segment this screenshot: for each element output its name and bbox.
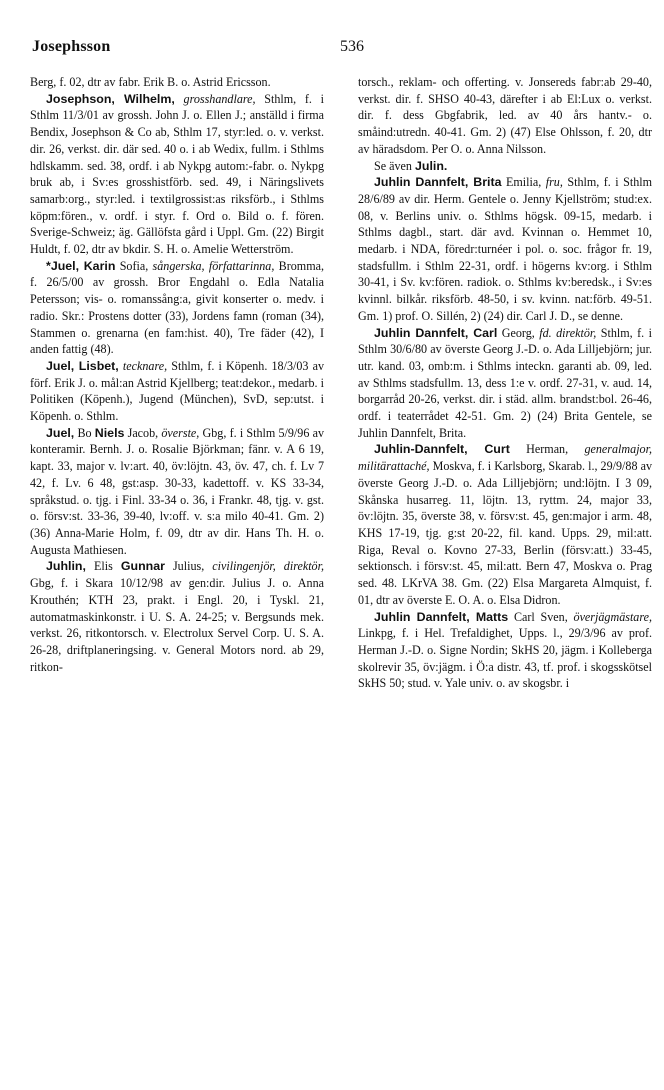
entry-text: Bromma, f. 26/5/00 av grossh. Bror Engdahl o. Edla Natalia Petersson; vis- o. romanssång:a, givit konserter o. medv. i radio. Skr.: Prostens dotter (33), Jordens famn (roman (34), Stammen o. grenarna (en fam:hist. 40), Tre fäder (42), I anden fattig (48). [30,258,324,357]
entry-occupation: överste, [161,425,200,440]
entry-josephson-wilhelm [30,91,324,258]
dictionary-page [30,30,653,1070]
entry-given-names: Sofia, [119,258,149,273]
entry-juhlin-dannfelt-brita [358,174,652,324]
entry-text: Linkpg, f. i Hel. Trefaldighet, Upps. l., 29/3/96 av prof. Herman J.-D. o. Signe Nordin; SkHS 20, jägm. i Kolleberga skolrevir 35, öv:jägm. i Ö:a distr. 43, tf. prof. i skogsskötsel SkHS 50; stud. v. Yale univ. o. av skogsbr. i [358,626,652,691]
entry-headword: Juhlin Dannfelt, Brita [374,175,502,190]
entry-given-names: Emilia, [505,175,542,190]
entry-juel-bo-niels [30,425,324,559]
entry-occupation: fru, [545,175,563,190]
see-also-target: Julin. [414,158,448,173]
entry-headword: *Juel, Karin [46,258,116,273]
entry-text: Sthlm, f. i Sthlm 30/6/80 av överste Georg J.-D. o. Ada Lilljebjörn; jur. utr. kand. 03, omb:m. i Sthlms inteckn. garanti ab. 09, led. av Sthlms stadsfullm. 13, dess 1:e v. ordf. 27-31, v. aud. 14, borgarråd 20-26, verkst. dir. i städ. allm. brandst:bol. 26-46, ordf. i teaterrådet 42-51. Gm. 2) (24) Brita Gentele, se Juhlin Dannfelt, Brita. [358,325,652,440]
entry-text: Gbg, f. i Skara 10/12/98 av gen:dir. Julius J. o. Anna Krouthén; KTH 23, prakt. i Engl. 20, i Tyskl. 21, automatmaskinkonstr. i U. S. A. 24-25; v. Bergsunds mek. verkst. 26, ritkontorsch. v. Electrolux Servel Corp. U. S. A. 26-28, driftplaneringsing. v. General Motors nord. ab 29, ritkon- [30,576,324,674]
entry-juhlin-gunnar [30,558,324,675]
entry-occupation: civilingenjör, direktör, [212,559,324,574]
entry-juel-karin [30,258,324,358]
entry-given-name: Elis [93,559,113,574]
entry-occupation: överjägmästare, [573,609,653,624]
entry-juhlin-dannfelt-matts [358,609,652,693]
running-head [30,30,642,62]
entry-juhlin-dannfelt-curt [358,441,652,608]
entry-continuation [358,74,652,158]
entry-given-names: Herman, [526,442,569,457]
cross-reference [358,158,652,175]
entry-text: Moskva, f. i Karlsborg, Skarab. l., 29/9/88 av överste Georg J.-D. o. Ada Lilljebjörn; und:löjtn. I 3 09, Skånska husarreg. 11, löjtn. 13, ryttm. 24, major 33, öv:löjtn. 35, överste 38, v. försv:st. 45, gen:major i arm. 48, KHS 17-19, tjg. g:st 20-22, fil. kand. Upps. 29, mil:att. Riga, Reval o. Kovno 27-33, Berlin (försv:att.) 33-45, sektionsch. i försv:st. 45, mil:att. Bern 47, Moskva o. Prag sed. 48. LKrVA 38. Gm. (22) Elsa Margareta Almquist, f. 01, dtr av överste E. O. A. o. Elsa Didron. [358,459,652,607]
entry-text: torsch., reklam- och offerting. v. Jonsereds fabr:ab 29-40, verkst. dir. f. SHSO 40-43, därefter i ab El:Lux o. verkst. dir. f. dess Gbgfabrik, led. av 40 års hantv.- o. småind:utredn. 40-41. Gm. 2) (47) Else Ohlsson, f. 20, dtr av häradsdom. Per O. o. Anna Nilsson. [358,75,652,156]
entry-occupation: grosshandlare, [183,91,256,106]
entry-given-name: Bo [77,425,92,440]
see-also-label: Se även [374,158,412,173]
entry-occupation: sångerska, författarinna, [152,258,275,273]
entry-occupation: tecknare, [122,358,168,373]
entry-juhlin-dannfelt-carl [358,325,652,442]
entry-headword: Juhlin Dannfelt, Matts [374,609,509,624]
entry-headword: Josephson, Wilhelm, [46,91,175,106]
left-column [30,74,324,675]
entry-continuation [30,74,324,91]
entry-given-names: Julius, [172,559,205,574]
entry-given-names: Jacob, [127,425,159,440]
entry-text: Sthlm, f. i Sthlm 11/3/01 av grossh. John J. o. Ellen J.; anställd i firma Bendix, Josephson & Co ab, Sthlm 17, styr:led. o. v. verkst. dir. 26, verkst. dir. där sed. 40 o. i ab Wedix, fullm. i Sthlms hdlskamm. sed. 38, ordf. i ab Nykpg autom:-fabr. o. Nykpg bruk ab, i Sv:es grosshistförb. sed. 49, i Näringslivets samarb:org., styr:led. i textilgrossist:as riksförb., i Sthlms köpm:fören., v. ordf. i styr. f. Ord o. Bild o. f. fören. Sverige-Schweiz; äg. Gällöfsta gård i Uppl. Gm. (22) Birgit Huldt, f. 02, dtr av bkdir. S. H. o. Amelie Wetterström. [30,91,324,257]
entry-text: Berg, f. 02, dtr av fabr. Erik B. o. Astrid Ericsson. [30,75,271,89]
entry-given-names: Georg, [501,325,535,340]
right-column [358,74,652,692]
entry-headword: Juhlin Dannfelt, Carl [374,325,498,340]
entry-headword: Juel, Lisbet, [46,358,119,373]
entry-occupation: generalmajor, militärattaché, [358,442,652,474]
entry-occupation: fd. direktör, [539,325,597,340]
page-number: 536 [340,38,364,55]
entry-headword: Juhlin-Dannfelt, Curt [374,442,510,457]
entry-text: Sthlm, f. i Sthlm 28/6/89 av dir. Herm. Gentele o. Jenny Kjellström; stud:ex. 08, v. Berlins univ. o. Sthlms högsk. 09-15, medarb. i Sthlms dagbl., start. där avd. Kvinnan o. Hemmet 10, medarb. i NDA, föredr:turnéer i pol. o. soc. frågor fr. 19, stadsfullm. i Sthlm 22-31, ordf. i högerns kv:org. i Sthlm 30-41, i Sv. kv:fören. radiok. o. Sthlms kv:beredsk., i Sv:es kvinnl. bilkår. riksförb. 48-50, i sv. kvinn. nat:förb. 49-51. Gm. 1) prof. O. Sillén, 2) (24) dir. Carl J. D., se denne. [358,175,653,323]
entry-headword: Juel, [46,425,75,440]
running-head-name: Josephsson [32,38,111,55]
entry-called-name: Niels [94,425,125,440]
entry-headword: Juhlin, [46,559,86,574]
entry-given-names: Carl Sven, [513,609,568,624]
entry-juel-lisbet [30,358,324,425]
entry-text: Sthlm, f. i Köpenh. 18/3/03 av förf. Erik J. o. mål:an Astrid Kjellberg; teat:dekor., medarb. i Politiken (Köpenh.), Jugend (München), SvD, sep:utst. i Köpenh. o. Sthlm. [30,358,325,424]
entry-called-name: Gunnar [120,559,165,574]
entry-text: Gbg, f. i Sthlm 5/9/96 av konteramir. Bernh. J. o. Rosalie Björkman; fänr. v. A 6 19, kapt. 33, major v. lv:art. 40, öv:löjtn. 43, öv. 47, ch. f. Lv 7 42, f. Lv. 6 48, gst:asp. 30-33, kadettoff. v. KS 33-34, språkstud. o. tjg. i Finl. 33-34 o. 36, i Frankr. 48, tjg. v. gst. o. försv:st. 33-36, 39-40, lv:off. v. s:a milo 40-41. Gm. 2) (36) Anna-Marie Holm, f. 09, dtr av dir. Hans Th. H. o. Augusta Mathiesen. [30,425,324,557]
